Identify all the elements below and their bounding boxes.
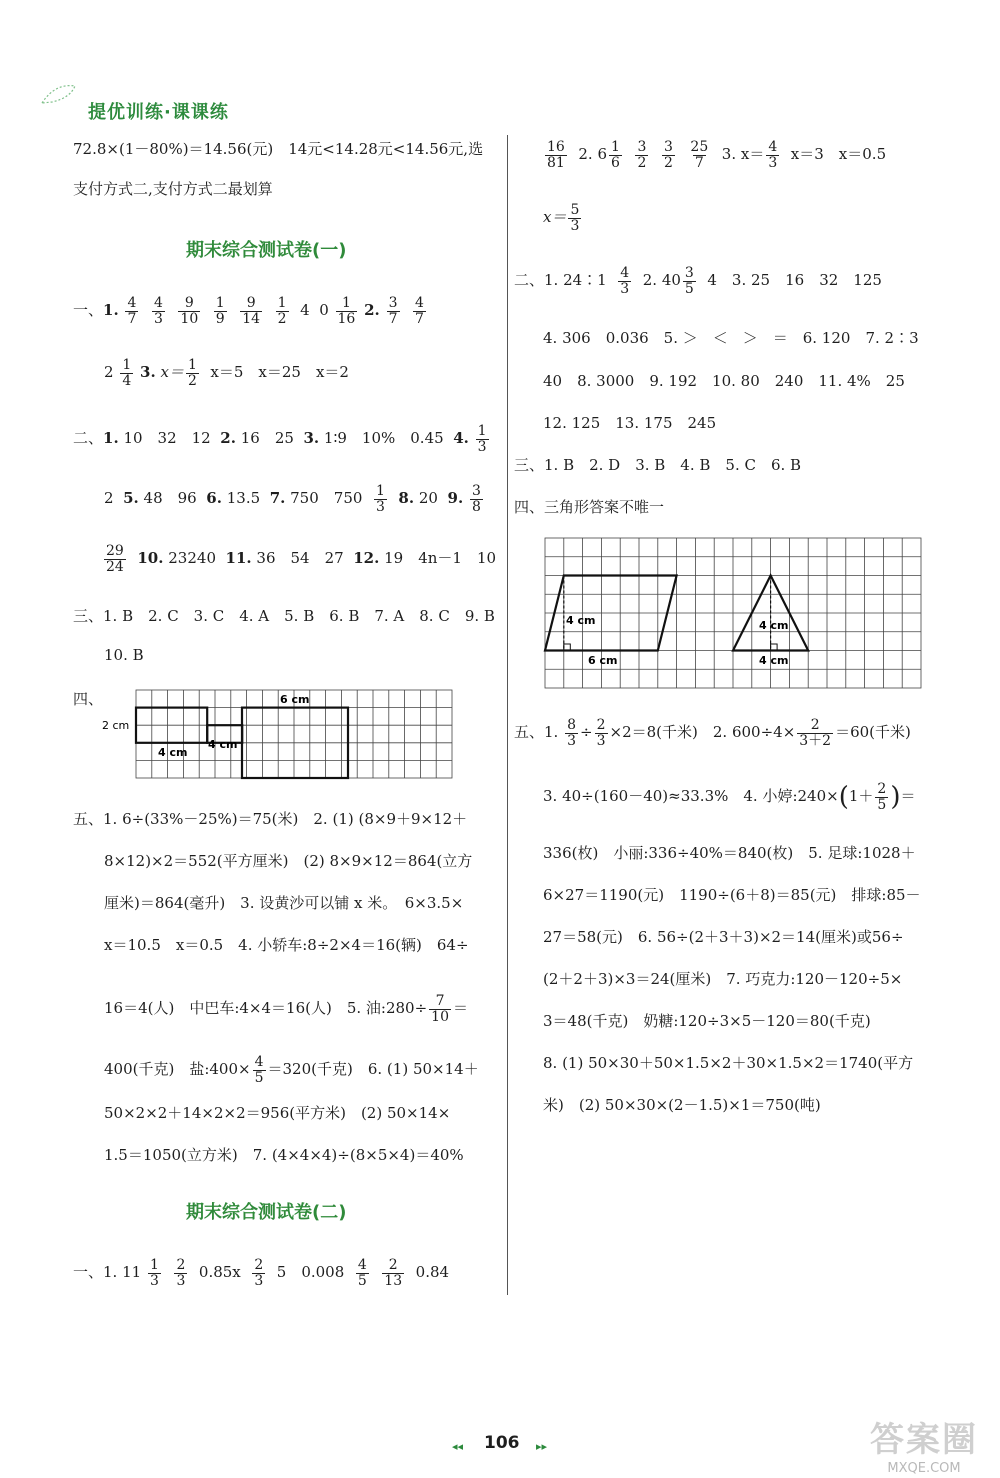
fraction: $\frac{2}{3}$ bbox=[254, 1257, 264, 1289]
next-arrows-icon: ▸▸ bbox=[536, 1440, 548, 1453]
fraction: $\frac{3}{2}$ bbox=[637, 139, 647, 171]
fraction: $\frac{1}{16}$ bbox=[337, 295, 356, 327]
fraction: $\frac{4}{5}$ bbox=[254, 1054, 264, 1086]
answer-line: 五、1. 6÷(33%－25%)＝75(米) 2. (1) (8×9＋9×12＋ bbox=[73, 810, 468, 828]
fraction: $\frac{25}{7}$ bbox=[690, 139, 709, 171]
answer-line: 五、1. $\frac{8}{3}$ ÷ $\frac{2}{3}$ ×2＝8(千米) 2. 600÷4× $\frac{2}{3+2}$ ＝60(千米) bbox=[514, 717, 911, 749]
fraction: $\frac{1}{9}$ bbox=[215, 295, 225, 327]
answer-line: 400(千克) 盐:400× $\frac{4}{5}$ ＝320(千克) 6. (1) 50×14＋ bbox=[104, 1054, 479, 1086]
section-marker: 四、 bbox=[73, 690, 104, 708]
fraction: $\frac{1}{3}$ bbox=[477, 423, 487, 455]
answer-line: 27＝58(元) 6. 56÷(2＋3＋3)×2＝14(厘米)或56÷ bbox=[543, 928, 904, 946]
answer-line: 50×2×2＋14×2×2＝956(平方米) (2) 50×14× bbox=[104, 1104, 451, 1122]
site-watermark: 答案圈 MXQE.COM bbox=[870, 1420, 978, 1476]
fraction: $\frac{29}{24}$ bbox=[106, 543, 124, 575]
fraction: $\frac{1}{2}$ bbox=[187, 357, 197, 389]
fraction: $\frac{3}{5}$ bbox=[684, 265, 694, 297]
page-header-title: 提优训练·课课练 bbox=[88, 102, 229, 123]
answer-line: $\frac{29}{24}$ 10. 23240 11. 36 54 27 12. 19 4n－1 10 bbox=[106, 543, 497, 575]
prev-arrows-icon: ◂◂ bbox=[452, 1440, 464, 1453]
answer-line: $\frac{16}{81}$ 2. 6 $\frac{1}{6}$ $\frac{3}{2}$ $\frac{3}{2}$ $\frac{25}{7}$ 3. x＝ $\frac{4}{3}$ x＝3 x＝0.5 bbox=[547, 139, 887, 171]
fraction: $\frac{7}{10}$ bbox=[431, 993, 449, 1025]
fraction: $\frac{5}{3}$ bbox=[570, 202, 580, 234]
answer-line: 2 $\frac{1}{4}$ 3. x＝ $\frac{1}{2}$ x＝5 x＝25 x＝2 bbox=[104, 357, 349, 389]
answer-line: 4. 306 0.036 5. ＞ ＜ ＞ ＝ 6. 120 7. 2∶3 bbox=[543, 329, 919, 347]
fraction: $\frac{2}{3}$ bbox=[176, 1257, 186, 1289]
answer-line: 8. (1) 50×30＋50×1.5×2＋30×1.5×2＝1740(平方 bbox=[543, 1054, 914, 1072]
answer-line: 12. 125 13. 175 245 bbox=[543, 414, 717, 432]
fraction: $\frac{16}{81}$ bbox=[547, 139, 565, 171]
grid-label: 4 cm bbox=[566, 614, 596, 627]
answer-line: 二、1. 10 32 12 2. 16 25 3. 1∶9 10% 0.45 4. $\frac{1}{3}$ bbox=[73, 423, 487, 455]
fraction: $\frac{2}{13}$ bbox=[384, 1257, 403, 1289]
fraction: $\frac{9}{14}$ bbox=[242, 295, 261, 327]
grid-label: 4 cm bbox=[759, 619, 789, 632]
answer-line: 2 5. 48 96 6. 13.5 7. 750 750 $\frac{1}{3}$ 8. 20 9. $\frac{3}{8}$ bbox=[104, 483, 481, 515]
answer-line: 72.8×(1－80%)＝14.56(元) 14元<14.28元<14.56元,选 bbox=[73, 140, 484, 158]
answer-line: 1.5＝1050(立方米) 7. (4×4×4)÷(8×5×4)＝40% bbox=[104, 1146, 464, 1164]
column-divider bbox=[507, 135, 508, 1295]
answer-line: 8×12)×2＝552(平方厘米) (2) 8×9×12＝864(立方 bbox=[104, 852, 473, 870]
grid-label: 6 cm bbox=[588, 654, 618, 667]
fraction: $\frac{4}{3}$ bbox=[768, 139, 778, 171]
fraction: $\frac{8}{3}$ bbox=[567, 717, 577, 749]
fraction: $\frac{2}{3}$ bbox=[596, 717, 606, 749]
answer-line: 10. B bbox=[104, 646, 144, 664]
fraction: $\frac{1}{3}$ bbox=[149, 1257, 159, 1289]
answer-line: 二、1. 24∶1 $\frac{4}{3}$ 2. 40 $\frac{3}{5}$ 4 3. 25 16 32 125 bbox=[514, 265, 882, 297]
fraction: $\frac{2}{3+2}$ bbox=[799, 717, 832, 749]
section-marker: 一、 bbox=[73, 301, 104, 320]
grid-label: 6 cm bbox=[280, 693, 310, 706]
answer-line: 一、1. $\frac{4}{7}$ $\frac{4}{3}$ $\frac{9}{10}$ $\frac{1}{9}$ $\frac{9}{14}$ $\frac{1}{2}$ 4 0 $\frac{1}{16}$ 2. $\frac{3}{7}$ $\frac{4}{7}$ bbox=[73, 295, 424, 327]
fraction: $\frac{4}{7}$ bbox=[127, 295, 137, 327]
answer-line: 40 8. 3000 9. 192 10. 80 240 11. 4% 25 bbox=[543, 372, 905, 390]
grid-label: 4 cm bbox=[208, 738, 238, 751]
grid-figure bbox=[100, 686, 460, 786]
answer-line: 三、1. B 2. C 3. C 4. A 5. B 6. B 7. A 8. C 9. B bbox=[73, 607, 495, 625]
fraction: $\frac{9}{10}$ bbox=[180, 295, 199, 327]
fraction: $\frac{2}{5}$ bbox=[877, 781, 887, 813]
answer-line: 336(枚) 小丽:336÷40%＝840(枚) 5. 足球:1028＋ bbox=[543, 844, 916, 862]
fraction: $\frac{1}{4}$ bbox=[122, 357, 132, 389]
answer-line: 一、1. 11 $\frac{1}{3}$ $\frac{2}{3}$ 0.85x $\frac{2}{3}$ 5 0.008 $\frac{4}{5}$ $\frac{2}{13}$ 0.84 bbox=[73, 1257, 450, 1289]
fraction: $\frac{3}{7}$ bbox=[388, 295, 398, 327]
answer-line: 四、三角形答案不唯一 bbox=[514, 498, 665, 516]
fraction: $\frac{1}{6}$ bbox=[611, 139, 620, 171]
answer-line: 3＝48(千克) 奶糖:120÷3×5－120＝80(千克) bbox=[543, 1012, 871, 1030]
fraction: $\frac{3}{8}$ bbox=[471, 483, 481, 515]
section-title: 期末综合测试卷(二) bbox=[186, 1202, 347, 1223]
grid-label: 4 cm bbox=[158, 746, 188, 759]
grid-figure-shapes bbox=[543, 536, 923, 692]
leaf-decoration-icon bbox=[40, 78, 90, 108]
fraction: $\frac{1}{3}$ bbox=[375, 483, 385, 515]
fraction: $\frac{4}{5}$ bbox=[357, 1257, 367, 1289]
fraction: $\frac{4}{7}$ bbox=[415, 295, 424, 327]
page-number: 106 bbox=[484, 1433, 520, 1453]
answer-line: 支付方式二,支付方式二最划算 bbox=[73, 180, 273, 198]
fraction: $\frac{4}{3}$ bbox=[620, 265, 630, 297]
answer-line: 米) (2) 50×30×(2－1.5)×1＝750(吨) bbox=[543, 1096, 821, 1114]
answer-line: 6×27＝1190(元) 1190÷(6＋8)＝85(元) 排球:85－ bbox=[543, 886, 921, 904]
answer-line: 厘米)＝864(毫升) 3. 设黄沙可以铺 x 米。 6×3.5× bbox=[104, 894, 464, 912]
grid-label: 4 cm bbox=[759, 654, 789, 667]
fraction: $\frac{4}{3}$ bbox=[153, 295, 163, 327]
answer-line: 16＝4(人) 中巴车:4×4＝16(人) 5. 油:280÷ $\frac{7}{10}$ ＝ bbox=[104, 993, 469, 1025]
fraction: $\frac{3}{2}$ bbox=[663, 139, 673, 171]
answer-line: (2＋2＋3)×3＝24(厘米) 7. 巧克力:120－120÷5× bbox=[543, 970, 903, 988]
answer-line: x＝10.5 x＝0.5 4. 小轿车:8÷2×4＝16(辆) 64÷ bbox=[104, 936, 469, 954]
grid-label: 2 cm bbox=[102, 719, 130, 732]
fraction: $\frac{1}{2}$ bbox=[277, 295, 287, 327]
answer-line: 3. 40÷(160－40)≈33.3% 4. 小婷:240×(1＋ $\frac{2}{5}$ )＝ bbox=[543, 781, 916, 813]
section-title: 期末综合测试卷(一) bbox=[186, 240, 347, 261]
answer-line: 三、1. B 2. D 3. B 4. B 5. C 6. B bbox=[514, 456, 802, 474]
answer-line: x＝ $\frac{5}{3}$ bbox=[543, 202, 580, 234]
